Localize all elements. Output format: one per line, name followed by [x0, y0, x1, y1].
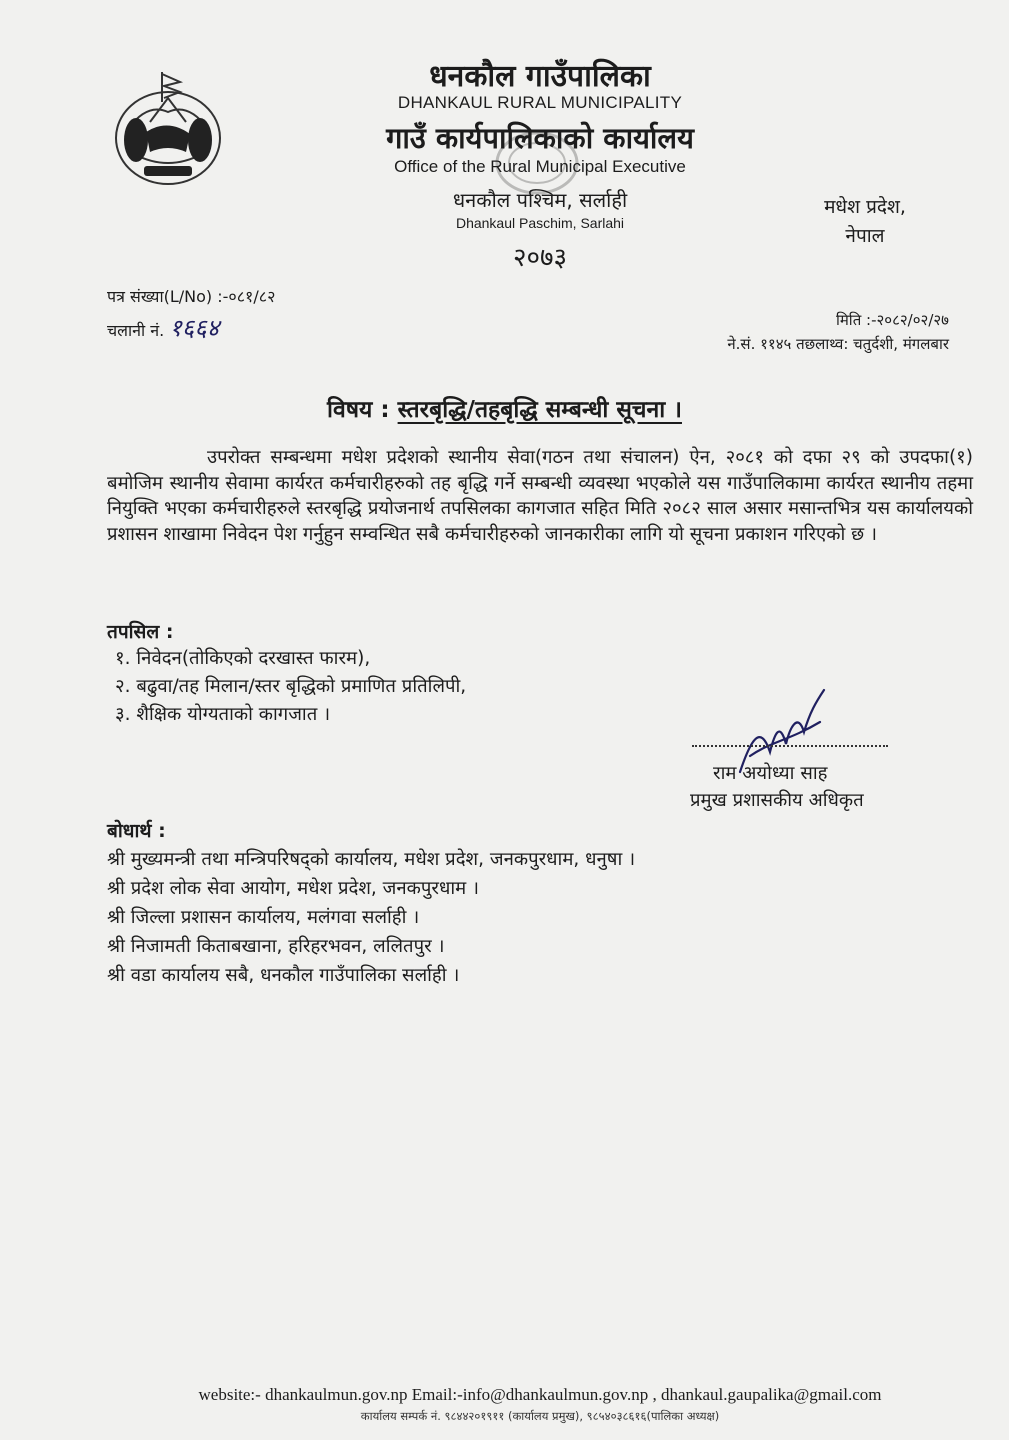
- letter-date: मिति :-२०८२/०२/२७: [835, 311, 949, 329]
- notice-body: [107, 445, 973, 547]
- signature-dotted-line: [692, 735, 888, 747]
- subject-line: [0, 392, 1009, 424]
- address-nepali: धनकौल पश्चिम, सर्लाही: [452, 188, 628, 212]
- nepal-sambat-date: ने.सं. ११४५ तछलाथ्व: चतुर्दशी, मंगलबार: [727, 335, 949, 353]
- letter-number-label: पत्र संख्या(L/No) :-: [107, 287, 229, 306]
- state-line: मधेश प्रदेश,: [824, 196, 906, 218]
- list-item: श्री निजामती किताबखाना, हरिहरभवन, ललितपुर ।: [107, 936, 445, 957]
- recipient-list: [107, 845, 635, 990]
- dispatch-number-value: १६६४: [169, 314, 220, 342]
- tapsil-list: [115, 645, 466, 729]
- signatory-title: प्रमुख प्रशासकीय अधिकृत: [690, 790, 864, 811]
- bodharth-heading: बोधार्थ :: [107, 820, 166, 842]
- list-item: श्री मुख्यमन्त्री तथा मन्त्रिपरिषद्को कार्यालय, मधेश प्रदेश, जनकपुरधाम, धनुषा ।: [107, 849, 636, 870]
- notice-body-text: उपरोक्त सम्बन्धमा मधेश प्रदेशको स्थानीय सेवा(गठन तथा संचालन) ऐन, २०८१ को दफा २९ को उपदफा(१) बमोजिम स्थानीय सेवामा कार्यरत कर्मचारीहरुको तह बृद्धि गर्ने सम्बन्धी व्यवस्था भएकोले यस गाउँपालिकामा कार्यरत स्थानीय तहमा नियुक्ति भएका कर्मचारीहरुले स्तरबृद्धि प्रयोजनार्थ तपसिलका कागजात सहित मिति २०८२ साल असार मसान्तभित्र यस कार्यालयको प्रशासन शाखामा निवेदन पेश गर्नुहुन सम्वन्धित सबै कर्मचारीहरुको जानकारीका लागि यो सूचना प्रकाशन गरिएको छ ।: [107, 447, 973, 545]
- footer-contact: website:- dhankaulmun.gov.np Email:-info@dhankaulmun.gov.np , dhankaul.gaupalika@gmail.com: [198, 1385, 882, 1404]
- address-english: Dhankaul Paschim, Sarlahi: [455, 215, 625, 231]
- list-item: २. बढुवा/तह मिलान/स्तर बृद्धिको प्रमाणित प्रतिलिपी,: [115, 676, 467, 697]
- list-item: श्री प्रदेश लोक सेवा आयोग, मधेश प्रदेश, जनकपुरधाम ।: [107, 878, 480, 899]
- list-item: श्री जिल्ला प्रशासन कार्यालय, मलंगवा सर्लाही ।: [107, 907, 420, 928]
- established-year: २०७३: [512, 243, 568, 273]
- letter-number-value: ०८१/८२: [228, 287, 276, 306]
- list-item: ३. शैक्षिक योग्यताको कागजात ।: [115, 704, 331, 725]
- country-line: नेपाल: [845, 225, 885, 247]
- office-name-english: Office of the Rural Municipal Executive: [394, 157, 686, 176]
- list-item: १. निवेदन(तोकिएको दरखास्त फारम),: [115, 648, 371, 669]
- office-name-nepali: गाउँ कार्यपालिकाको कार्यालय: [386, 121, 694, 155]
- nepal-government-emblem: [106, 62, 230, 192]
- tapsil-heading: तपसिल :: [107, 621, 174, 643]
- dispatch-number-label: चलानी नं.: [107, 321, 165, 340]
- footer-phone: कार्यालय सम्पर्क नं. ९८४४२०१९११ (कार्यालय प्रमुख), ९८५४०३८६१६(पालिका अध्यक्ष): [360, 1409, 720, 1423]
- municipality-name-nepali: धनकौल गाउँपालिका: [429, 59, 651, 94]
- signatory-name: राम अयोध्या साह: [713, 763, 828, 784]
- subject-text: स्तरबृद्धि/तहबृद्धि सम्बन्धी सूचना ।: [397, 397, 682, 423]
- municipality-name-english: DHANKAUL RURAL MUNICIPALITY: [397, 93, 683, 112]
- letter-number: [107, 285, 275, 307]
- state-country: [800, 193, 930, 251]
- dispatch-number: [107, 311, 219, 344]
- list-item: श्री वडा कार्यालय सबै, धनकौल गाउँपालिका सर्लाही ।: [107, 965, 460, 986]
- subject-label: विषय :: [327, 397, 390, 423]
